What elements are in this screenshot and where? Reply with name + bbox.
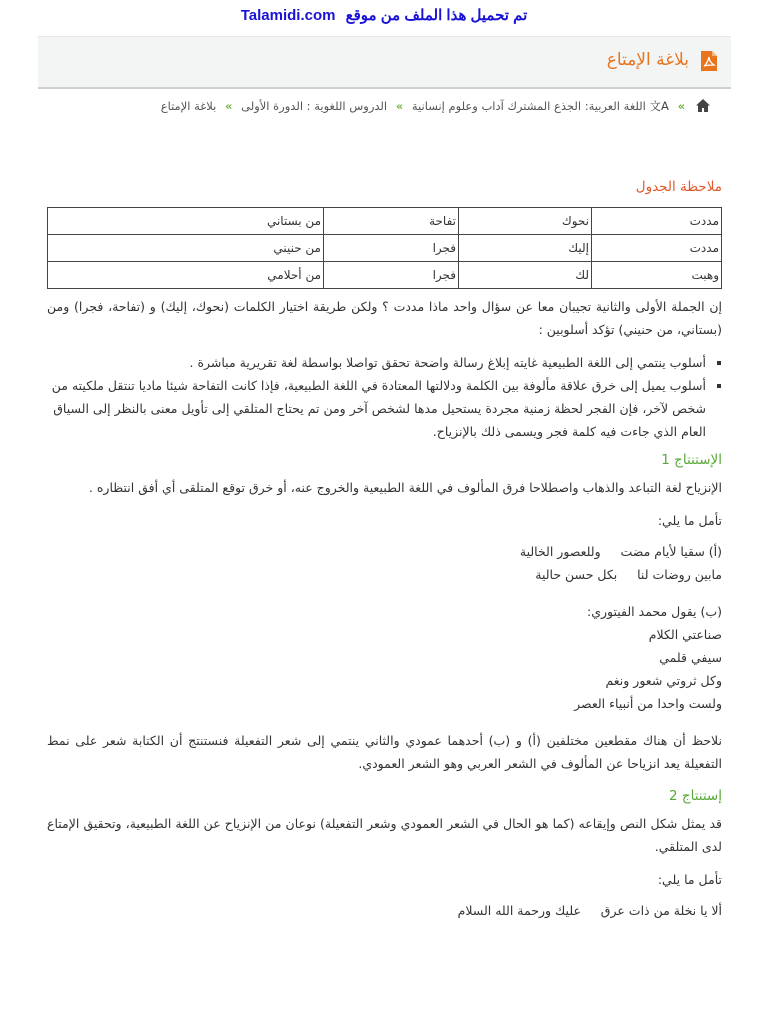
breadcrumb	[161, 98, 690, 114]
breadcrumb-separator: »	[677, 99, 685, 113]
verse-line: مابين روضات لنا بكل حسن حالية	[535, 567, 722, 582]
table-cell: تفاحة	[324, 208, 459, 235]
verse-line: صناعتي الكلام	[648, 627, 722, 642]
poem-a	[47, 540, 722, 586]
home-icon[interactable]	[696, 99, 710, 112]
table-cell: من بستاني	[48, 208, 324, 235]
intro-paragraph: إن الجملة الأولى والثانية تجيبان معا عن سؤال واحد ماذا مددت ؟ ولكن طريقة اختيار الكلمات (نحوك، إليك) و (تفاحة، فجرا) ومن (بستاني، من حنيني) تؤكد أسلوبين :	[47, 299, 722, 337]
note-paragraph: نلاحظ أن هناك مقطعين مختلفين (أ) و (ب) أحدهما عمودي والثاني ينتمي إلى شعر التفعيلة فنستنتج أن الكتابة شعر على نمط التفعيلة يعد انزياحا عن المألوف في الشعر العربي وهو الشعر العمودي.	[47, 733, 722, 771]
breadcrumb-item-current: بلاغة الإمتاع	[160, 99, 217, 113]
table-cell: من أحلامي	[48, 262, 324, 289]
table-heading: ملاحظة الجدول	[635, 179, 722, 195]
banner-site-link[interactable]: Talamidi.com	[240, 7, 336, 24]
table-cell: نحوك	[459, 208, 592, 235]
conclusion-1-text: الإنزياح لغة التباعد والذهاب واصطلاحا فرق المألوف في اللغة الطبيعية والخروج عنه، أو خرق توقع المتلقى أي أفق انتظاره .	[88, 480, 722, 495]
verse-line: سيفي قلمي	[659, 650, 722, 665]
pdf-icon[interactable]	[700, 50, 718, 72]
table-cell: من حنيني	[48, 235, 324, 262]
verse-line: (أ) سقيا لأيام مضت وللعصور الخالية	[519, 544, 722, 559]
table-cell: مددت	[592, 235, 722, 262]
observe-label-2: تأمل ما يلي:	[657, 872, 722, 887]
page-header	[38, 36, 731, 89]
table-row	[48, 262, 722, 289]
table-cell: مددت	[592, 208, 722, 235]
conclusion-2-title: إستنتاج 2	[669, 788, 722, 804]
page-title: بلاغة الإمتاع	[606, 50, 689, 70]
table-cell: فجرا	[324, 235, 459, 262]
list-item: ▪ أسلوب ينتمي إلى اللغة الطبيعية غايته إبلاغ رسالة واضحة تحقق تواصلا بواسطة لغة تقريرية مباشرة .	[47, 351, 706, 374]
table-cell: فجرا	[324, 262, 459, 289]
article-content	[47, 176, 722, 922]
observe-label: تأمل ما يلي:	[657, 513, 722, 528]
styles-list	[47, 351, 722, 443]
conclusion-2-text: قد يمثل شكل النص وإيقاعه (كما هو الحال في الشعر العمودي وشعر التفعيلة) نوعان من الإنزياح عن اللغة الطبيعية، وتحقيق الإمتاع لدى المتلقي.	[47, 816, 722, 854]
translate-icon: 文A	[649, 99, 669, 113]
table-cell: إليك	[459, 235, 592, 262]
verse-line: ولست واحدا من أنبياء العصر	[574, 696, 722, 711]
banner-text: تم تحميل هذا الملف من موقع	[345, 7, 528, 24]
breadcrumb-item-subject[interactable]: اللغة العربية: الجذع المشترك آداب وعلوم إنسانية	[411, 99, 646, 113]
table-cell: وهبت	[592, 262, 722, 289]
table-row	[48, 208, 722, 235]
poem-b	[47, 600, 722, 715]
verse-line: (ب) يقول محمد الفيتوري:	[587, 604, 722, 619]
table-row	[48, 235, 722, 262]
verse-line: وكل ثروتي شعور ونغم	[605, 673, 722, 688]
download-banner	[0, 6, 768, 24]
table-cell: لك	[459, 262, 592, 289]
breadcrumb-separator: »	[395, 99, 404, 113]
conclusion-1-title: الإستنتاج 1	[661, 452, 722, 468]
breadcrumb-separator: »	[225, 99, 233, 113]
breadcrumb-item-lessons[interactable]: الدروس اللغوية : الدورة الأولى	[241, 99, 388, 113]
list-item: ▪ أسلوب يميل إلى خرق علاقة مألوفة بين الكلمة ودلالتها المعتادة في اللغة الطبيعية، فإذا كانت التفاحة شيئا ماديا تنتقل ملكيته من شخص لآخر، فإن الفجر لحظة زمنية مجردة يستحيل مدها لشخص آخر ومن تم يحتاج المتلقي إلى تأويل معنى بالنظر إلى السياق العام الذي جاءت فيه كلمة فجر ويسمى ذلك بالإنزياح.	[47, 374, 706, 443]
verse-line: ألا يا نخلة من ذات عرق عليك ورحمة الله السلام	[457, 903, 722, 918]
example-table	[47, 207, 722, 289]
